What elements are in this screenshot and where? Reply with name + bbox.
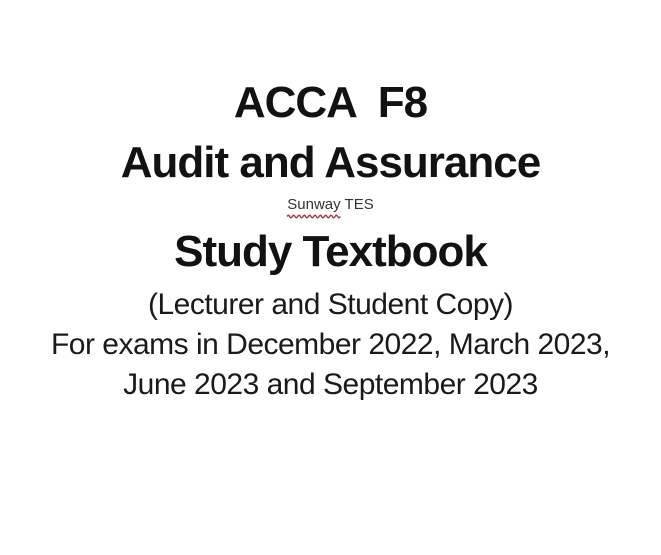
course-code-title: ACCA F8: [233, 78, 428, 127]
course-name-title: Audit and Assurance: [120, 138, 541, 187]
detail-lines: [0, 285, 661, 405]
provider-word-text: Sunway: [287, 196, 341, 213]
provider-misspelled-word: [287, 193, 340, 217]
spellcheck-squiggle-underline: [287, 214, 340, 219]
provider-org-text: TES: [344, 196, 374, 213]
copy-type-line: (Lecturer and Student Copy): [147, 288, 514, 321]
provider-subtitle: [0, 193, 661, 217]
book-type-title: Study Textbook: [174, 227, 487, 276]
exam-dates-line-1: For exams in December 2022, March 2023,: [50, 328, 611, 361]
exam-dates-line-2: June 2023 and September 2023: [123, 368, 538, 401]
